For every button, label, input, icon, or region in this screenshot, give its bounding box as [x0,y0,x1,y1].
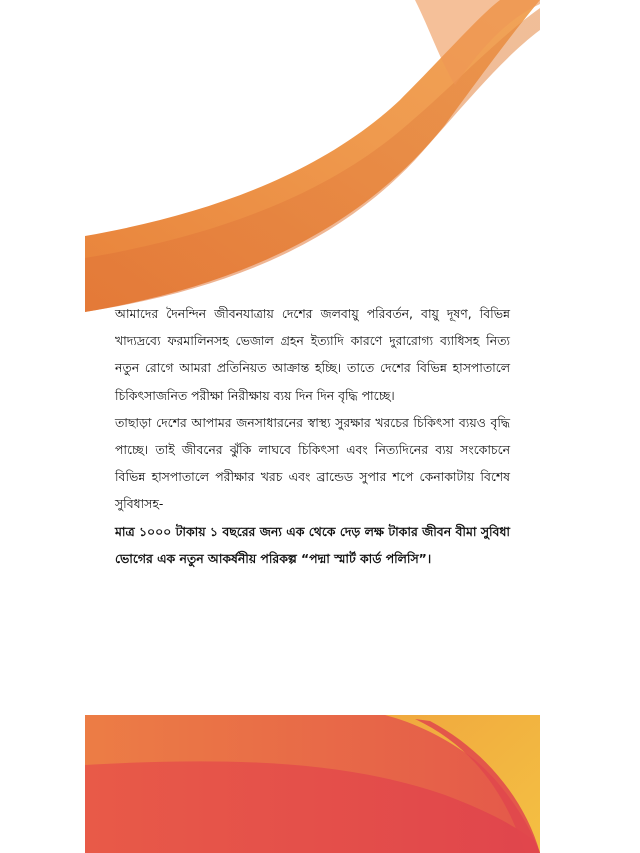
highlight-line-1: মাত্র ১০০০ টাকায় ১ বছরের জন্য এক থেকে দেড় লক্ষ টাকার জীবন বীমা সুবিধা ভোগের [115,523,510,566]
brochure-page [85,0,540,853]
paragraph-2: তাছাড়া দেশের আপামর জনসাধারনের স্বাস্থ্য সুরক্ষার খরচের চিকিৎসা ব্যয়ও বৃদ্ধি পাচ্ছে। তাই জীবনের ঝুঁকি লাঘবে চিকিৎসা এবং নিত্যদিনের ব্যয় সংকোচনে বিভিন্ন হাসপাতালে পরীক্ষার খরচ এবং ব্রান্ডেড সুপার শপে কেনাকাটায় বিশেষ সুবিধাসহ- [115,414,510,512]
body-text [115,300,510,572]
bottom-wave-decoration [85,705,540,853]
highlight-text [115,518,510,572]
paragraph-1: আমাদের দৈনন্দিন জীবনযাত্রায় দেশের জলবায়ু পরিবর্তন, বায়ু দূষণ, বিভিন্ন খাদ্যদ্রব্যে ফরমালিনসহ ভেজাল গ্রহন ইত্যাদি কারণে দুরারোগ্য ব্যাধিসহ নিত্য নতুন রোগে আমরা প্রতিনিয়ত আক্রান্ত হচ্ছি। তাতে দেশের বিভিন্ন হাসপাতালে চিকিৎসাজনিত পরীক্ষা নিরীক্ষায় ব্যয় দিন দিন বৃদ্ধি পাচ্ছে। [115,306,510,403]
highlight-line-2: এক নতুন আকর্ষনীয় পরিকল্প “পদ্মা স্মার্ট কার্ড পলিসি”। [157,550,432,566]
top-wave-decoration [85,0,540,320]
